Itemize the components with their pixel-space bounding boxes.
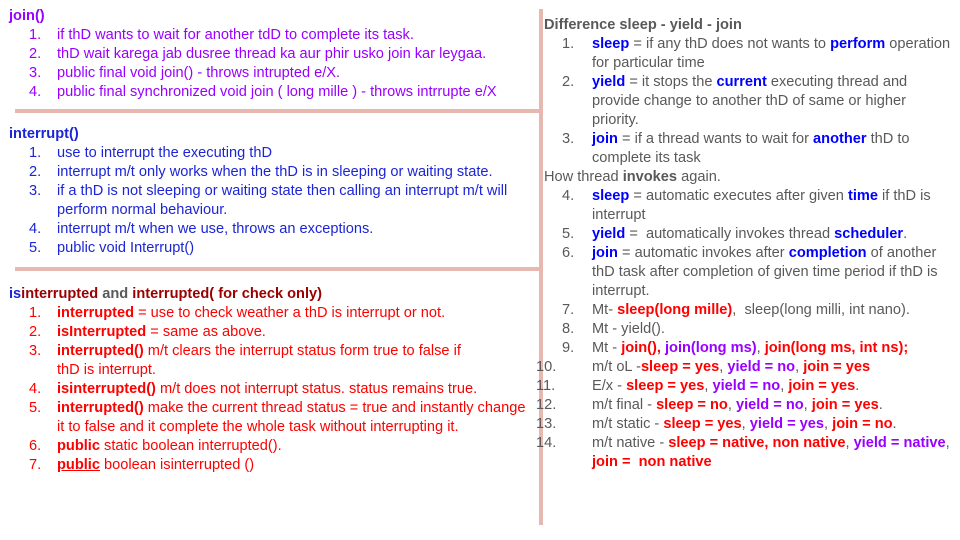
list-item: 5. public void Interrupt()	[29, 240, 195, 256]
right-column	[536, 16, 954, 472]
list-item: 9. Mt - join(), join(long ms), join(long ms, int ns);	[562, 340, 909, 356]
interrupt-list	[9, 144, 539, 258]
list-item: 10. m/t oL -sleep = yes, yield = no, join = yes	[536, 359, 871, 375]
difference-title: Difference sleep - yield - join	[544, 17, 742, 33]
list-item: 2. interrupt m/t only works when the thD is in sleeping or waiting state.	[29, 164, 493, 180]
list-item: 8. Mt - yield().	[562, 321, 665, 337]
horizontal-divider	[15, 109, 539, 113]
list-item: 2. isInterrupted = same as above.	[29, 324, 266, 340]
list-item: 3. join = if a thread wants to wait for another thD to complete its task	[562, 131, 910, 166]
list-item: 12. m/t final - sleep = no, yield = no, join = yes.	[536, 397, 883, 413]
isinterrupted-section	[9, 285, 539, 475]
list-item: 5. interrupted() make the current thread status = true and instantly change it to false and it complete the whole task without interrupting it.	[29, 400, 526, 435]
list-item: 6. join = automatic invokes after completion of another thD task after completion of given time period if thD is interrupt.	[562, 245, 938, 299]
isinterrupted-list	[9, 304, 539, 475]
interrupt-title: interrupt()	[9, 126, 79, 142]
list-item: 4. isinterrupted() m/t does not interrupt status. status remains true.	[29, 381, 478, 397]
list-item: 1. sleep = if any thD does not wants to perform operation for particular time	[562, 36, 951, 71]
list-item: 2. thD wait karega jab dusree thread ka aur phir usko join kar leygaa.	[29, 46, 487, 62]
invokes-subheading: How thread invokes again.	[544, 169, 721, 185]
list-item: 3. interrupted() m/t clears the interrupt status form true to false if thD is interrupt.	[29, 343, 461, 378]
list-item: 11. E/x - sleep = yes, yield = no, join = yes.	[536, 378, 860, 394]
isinterrupted-title: isinterrupted and interrupted( for check only)	[9, 286, 323, 302]
join-list	[9, 26, 539, 102]
join-section	[9, 7, 539, 102]
horizontal-divider	[15, 267, 539, 271]
list-item: 7. Mt- sleep(long mille), sleep(long milli, int nano).	[562, 302, 910, 318]
list-item: 2. yield = it stops the current executing thread and provide change to another thD of same or higher priority.	[562, 74, 908, 128]
join-title: join()	[9, 8, 45, 24]
left-column	[9, 7, 539, 475]
list-item: 1. if thD wants to wait for another tdD to complete its task.	[29, 27, 414, 43]
list-item: 14. m/t native - sleep = native, non native, yield = native, join = non native	[536, 435, 950, 470]
list-item: 4. sleep = automatic executes after given time if thD is interrupt	[562, 188, 931, 223]
list-item: 7. public boolean isinterrupted ()	[29, 457, 255, 473]
list-item: 6. public static boolean interrupted().	[29, 438, 282, 454]
list-item: 4. interrupt m/t when we use, throws an exceptions.	[29, 221, 374, 237]
list-item: 3. if a thD is not sleeping or waiting state then calling an interrupt m/t will perform normal behaviour.	[29, 183, 508, 218]
difference-list	[544, 35, 954, 168]
list-item: 13. m/t static - sleep = yes, yield = yes, join = no.	[536, 416, 897, 432]
list-item: 4. public final synchronized void join ( long mille ) - throws intrrupte e/X	[29, 84, 497, 100]
list-item: 1. interrupted = use to check weather a thD is interrupt or not.	[29, 305, 446, 321]
list-item: 5. yield = automatically invokes thread scheduler.	[562, 226, 908, 242]
invokes-list	[536, 187, 954, 472]
list-item: 1. use to interrupt the executing thD	[29, 145, 272, 161]
interrupt-section	[9, 125, 539, 258]
list-item: 3. public final void join() - throws intrupted e/X.	[29, 65, 341, 81]
